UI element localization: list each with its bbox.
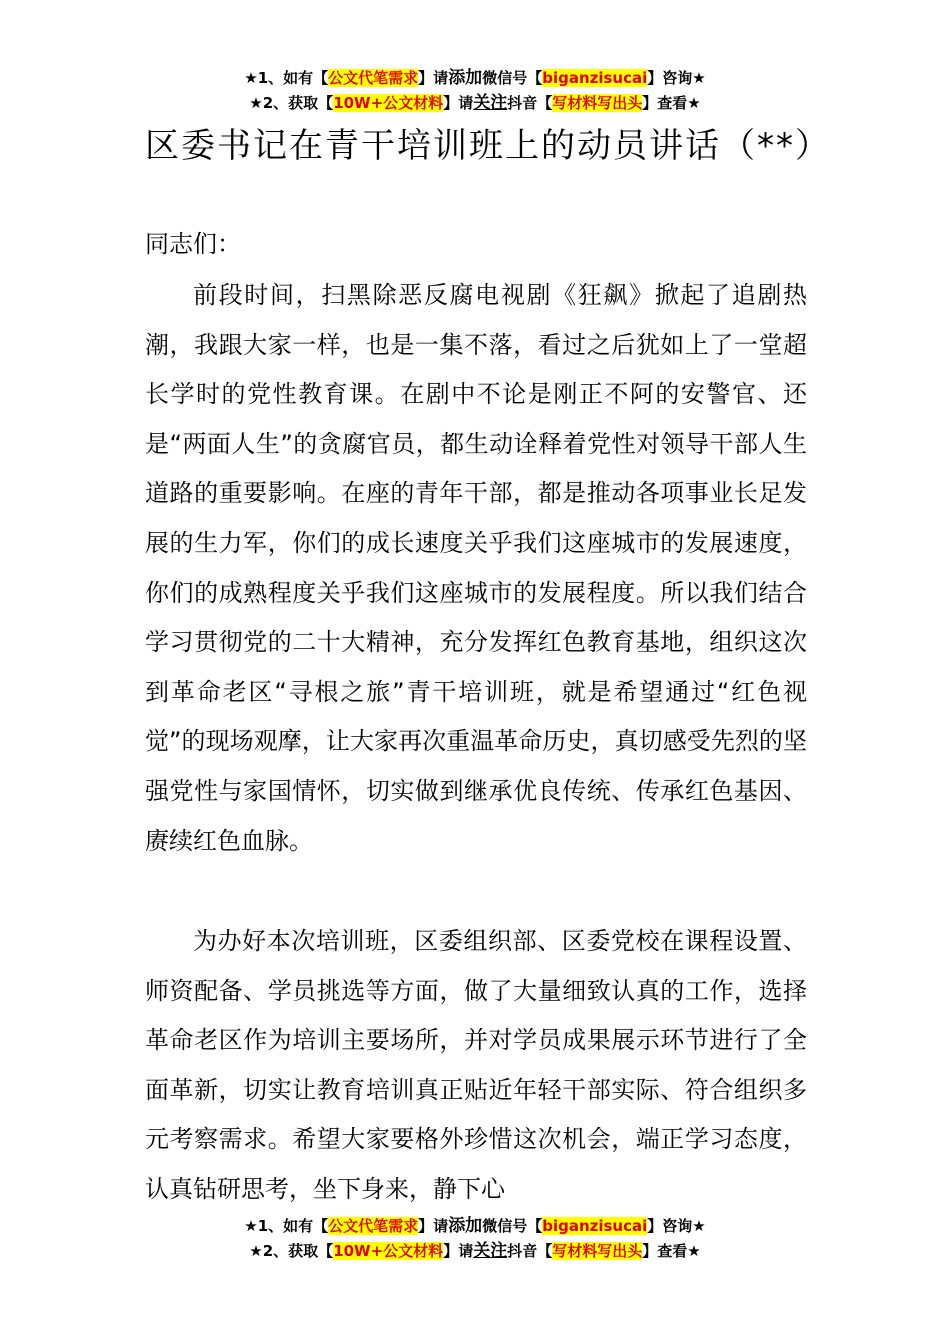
banner-text: 】咨询★ (647, 69, 706, 87)
banner-emphasis: 关注 (473, 93, 508, 113)
banner-text: ★1、如有【 (244, 1217, 329, 1235)
banner-line-2 (0, 1239, 950, 1264)
banner-emphasis: 添加 (448, 1216, 483, 1236)
highlight-service: 公文代笔需求 (328, 69, 419, 87)
highlight-douyin-account: 写材料写出头 (552, 1242, 643, 1260)
header-banner (0, 66, 950, 116)
banner-text: 微信号【 (482, 69, 543, 87)
banner-text: 】查看★ (642, 94, 701, 112)
highlight-douyin-account: 写材料写出头 (552, 94, 643, 112)
banner-line-1 (0, 1214, 950, 1239)
body-paragraph: 为办好本次培训班，区委组织部、区委党校在课程设置、师资配备、学员挑选等方面，做了大量细致认真的工作，选择革命老区作为培训主要场所，并对学员成果展示环节进行了全面革新，切实让教育培训真正贴近年轻干部实际、符合组织多元考察需求。希望大家要格外珍惜这次机会，端正学习态度，认真钻研思考，坐下身来，静下心 (145, 927, 807, 1203)
highlight-service: 公文代笔需求 (328, 1217, 419, 1235)
banner-text: 】查看★ (642, 1242, 701, 1260)
banner-line-1 (0, 66, 950, 91)
banner-emphasis: 添加 (448, 68, 483, 88)
banner-line-2 (0, 91, 950, 116)
banner-text: 】请 (443, 94, 474, 112)
banner-text: 微信号【 (482, 1217, 543, 1235)
banner-text: 抖音【 (507, 1242, 553, 1260)
highlight-wechat-id: biganzisucai (542, 1217, 648, 1235)
banner-emphasis: 关注 (473, 1241, 508, 1261)
highlight-materials: 10W+公文材料 (333, 94, 444, 112)
highlight-materials: 10W+公文材料 (333, 1242, 444, 1260)
banner-text: 】咨询★ (647, 1217, 706, 1235)
document-title: 区委书记在青干培训班上的动员讲话（**） (145, 126, 831, 166)
banner-text: 】请 (443, 1242, 474, 1260)
banner-text: 】请 (418, 1217, 449, 1235)
banner-text: ★1、如有【 (244, 69, 329, 87)
banner-text: 】请 (418, 69, 449, 87)
salutation: 同志们： (145, 230, 241, 258)
banner-text: ★2、获取【 (249, 94, 334, 112)
banner-text: 抖音【 (507, 94, 553, 112)
body-paragraph: 前段时间，扫黑除恶反腐电视剧《狂飙》掀起了追剧热潮，我跟大家一样，也是一集不落，看过之后犹如上了一堂超长学时的党性教育课。在剧中不论是刚正不阿的安警官、还是“两面人生”的贪腐官员，都生动诠释着党性对领导干部人生道路的重要影响。在座的青年干部，都是推动各项事业长足发展的生力军，你们的成长速度关乎我们这座城市的发展速度，你们的成熟程度关乎我们这座城市的发展程度。所以我们结合学习贯彻党的二十大精神，充分发挥红色教育基地，组织这次到革命老区“寻根之旅”青干培训班，就是希望通过“红色视觉”的现场观摩，让大家再次重温革命历史，真切感受先烈的坚强党性与家国情怀，切实做到继承优良传统、传承红色基因、赓续红色血脉。 (145, 281, 807, 855)
highlight-wechat-id: biganzisucai (542, 69, 648, 87)
banner-text: ★2、获取【 (249, 1242, 334, 1260)
footer-banner (0, 1214, 950, 1264)
